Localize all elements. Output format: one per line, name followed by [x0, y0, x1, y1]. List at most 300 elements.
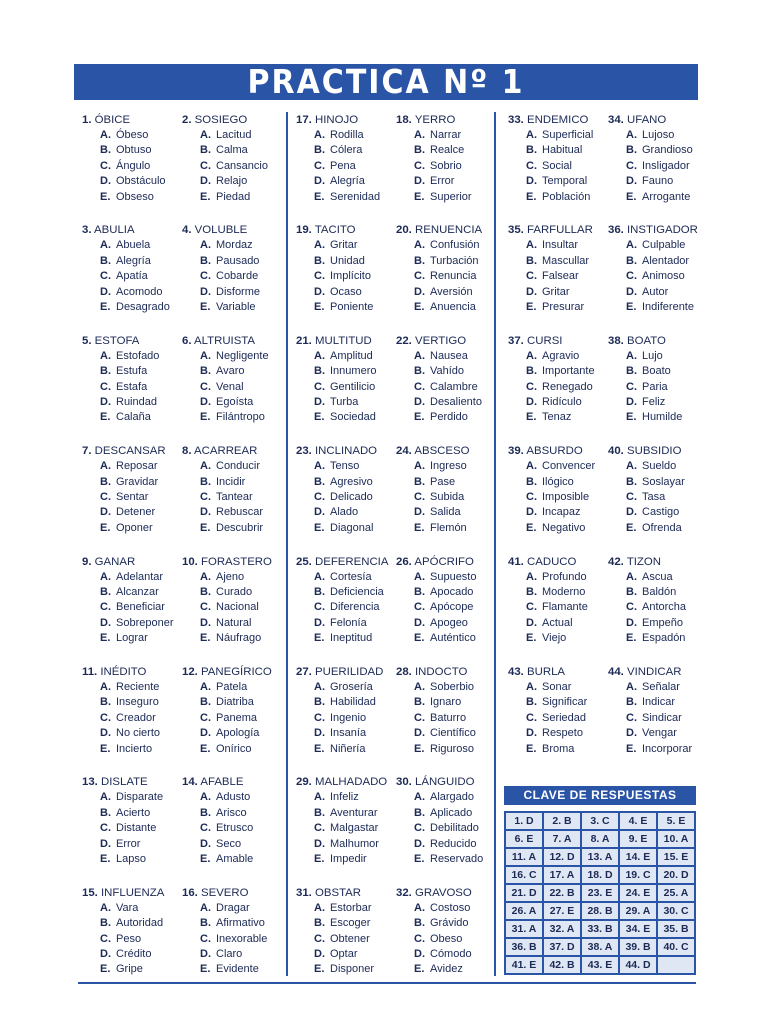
question-number: 18. — [396, 114, 412, 126]
option-item — [296, 726, 396, 741]
option-item — [396, 505, 496, 520]
option-text: Nacional — [216, 601, 259, 614]
option-item — [296, 254, 396, 269]
option-item — [296, 459, 396, 474]
questions-section-3 — [508, 112, 716, 774]
question-block — [396, 774, 496, 884]
option-letter: A. — [314, 460, 325, 473]
option-item — [182, 159, 282, 174]
question-number: 33. — [508, 114, 524, 126]
option-item — [508, 742, 608, 757]
answer-cell: 13. A — [581, 848, 619, 866]
option-text: Delicado — [330, 490, 373, 503]
question-block — [608, 333, 708, 443]
option-item — [182, 585, 282, 600]
option-item — [82, 585, 182, 600]
question-heading — [608, 664, 708, 680]
option-item — [296, 821, 396, 836]
option-item — [396, 742, 496, 757]
question-block — [82, 774, 182, 884]
option-letter: E. — [314, 742, 325, 755]
option-letter: E. — [100, 742, 111, 755]
question-heading — [82, 554, 182, 570]
option-text: Ruindad — [116, 396, 157, 408]
question-row — [508, 333, 716, 443]
answer-cell: 29. A — [619, 902, 657, 920]
option-item — [296, 790, 396, 805]
option-text: Oponer — [116, 521, 153, 534]
option-letter: D. — [626, 285, 637, 298]
option-item — [182, 475, 282, 490]
option-letter: A. — [526, 460, 537, 473]
question-heading — [296, 222, 396, 238]
option-text: Estofado — [116, 349, 160, 362]
option-text: Dragar — [216, 901, 250, 914]
option-letter: C. — [414, 380, 425, 393]
option-item — [396, 711, 496, 726]
option-item — [508, 726, 608, 741]
question-heading — [182, 664, 282, 680]
option-item — [82, 631, 182, 646]
option-item — [608, 742, 708, 757]
option-text: Alentador — [642, 254, 690, 267]
option-item — [296, 711, 396, 726]
option-text: Alargado — [430, 791, 475, 804]
option-text: Autor — [642, 285, 669, 298]
option-letter: C. — [100, 380, 111, 393]
option-item — [82, 726, 182, 741]
option-item — [508, 395, 608, 410]
option-item — [396, 962, 496, 977]
option-letter: E. — [526, 521, 537, 534]
option-letter: D. — [200, 727, 211, 740]
option-item — [396, 364, 496, 379]
option-text: Panema — [216, 711, 257, 724]
question-number: 36. — [608, 224, 624, 237]
option-letter: D. — [526, 396, 537, 408]
option-item — [296, 600, 396, 615]
option-text: Ridículo — [542, 396, 582, 408]
option-letter: B. — [314, 917, 325, 930]
option-letter: D. — [626, 727, 637, 740]
question-heading — [508, 333, 608, 349]
option-item — [608, 285, 708, 300]
option-letter: D. — [100, 506, 111, 519]
option-item — [508, 410, 608, 425]
option-text: Sindicar — [642, 711, 682, 724]
option-letter: A. — [526, 129, 537, 141]
question-number: 8. — [182, 445, 192, 458]
question-block — [396, 443, 496, 553]
question-word: TIZON — [626, 555, 661, 568]
option-item — [508, 695, 608, 710]
option-item — [296, 380, 396, 395]
answer-cell: 35. B — [657, 920, 695, 938]
option-item — [508, 364, 608, 379]
option-text: Importante — [542, 365, 595, 378]
option-letter: E. — [626, 411, 637, 424]
option-text: Debilitado — [430, 822, 479, 835]
option-item — [396, 932, 496, 947]
option-item — [296, 490, 396, 505]
answer-cell: 40. C — [657, 938, 695, 956]
question-block — [508, 333, 608, 443]
option-item — [508, 380, 608, 395]
option-text: Disparate — [116, 791, 164, 804]
option-item — [508, 459, 608, 474]
question-number: 19. — [296, 224, 312, 237]
option-text: Narrar — [430, 129, 462, 141]
option-item — [82, 962, 182, 977]
option-item — [182, 742, 282, 757]
option-text: Alcanzar — [116, 585, 159, 598]
option-item — [82, 395, 182, 410]
answer-cell: 37. D — [543, 938, 581, 956]
option-text: Insanía — [330, 727, 367, 740]
option-text: Superior — [430, 190, 472, 203]
question-block — [396, 885, 496, 995]
option-letter: B. — [626, 254, 637, 267]
option-letter: A. — [626, 570, 637, 583]
option-text: Boato — [642, 365, 671, 378]
option-item — [182, 695, 282, 710]
question-word: SEVERO — [201, 886, 249, 899]
option-text: Lacitud — [216, 129, 252, 141]
option-letter: E. — [626, 301, 637, 314]
option-text: Variable — [216, 301, 256, 314]
option-item — [182, 680, 282, 695]
option-text: Pena — [330, 159, 356, 172]
option-letter: E. — [200, 963, 211, 976]
option-text: Población — [542, 190, 591, 203]
option-letter: A. — [100, 239, 111, 252]
option-text: Tenaz — [542, 411, 572, 424]
option-letter: D. — [414, 506, 425, 519]
option-item — [296, 947, 396, 962]
option-item — [82, 349, 182, 364]
option-text: Onírico — [216, 742, 252, 755]
option-item — [82, 269, 182, 284]
answer-cell: 34. E — [619, 920, 657, 938]
question-heading — [182, 112, 282, 128]
question-word: DESCANSAR — [94, 445, 166, 458]
option-letter: C. — [414, 159, 425, 172]
option-letter: A. — [200, 901, 211, 914]
option-item — [296, 410, 396, 425]
option-letter: E. — [414, 411, 425, 424]
question-word: DISLATE — [101, 776, 148, 789]
option-letter: E. — [526, 301, 537, 314]
option-text: Inexorable — [216, 932, 268, 945]
question-row — [508, 112, 716, 222]
option-letter: C. — [526, 490, 537, 503]
answer-cell: 24. E — [619, 884, 657, 902]
option-letter: E. — [100, 301, 111, 314]
option-text: Reciente — [116, 680, 160, 693]
option-letter: E. — [626, 521, 637, 534]
option-text: Flamante — [542, 601, 588, 614]
option-text: Habilidad — [330, 696, 376, 709]
option-text: Etrusco — [216, 822, 254, 835]
question-word: BURLA — [527, 665, 565, 678]
question-number: 2. — [182, 114, 192, 126]
option-item — [82, 916, 182, 931]
option-text: Amplitud — [330, 349, 373, 362]
question-heading — [508, 222, 608, 238]
option-text: Obtuso — [116, 144, 152, 157]
option-letter: B. — [314, 696, 325, 709]
option-item — [608, 238, 708, 253]
option-item — [182, 174, 282, 189]
question-block — [296, 554, 396, 664]
option-item — [396, 490, 496, 505]
question-word: SOSIEGO — [194, 114, 248, 126]
option-item — [182, 190, 282, 205]
option-text: Felonía — [330, 616, 367, 629]
option-text: Temporal — [542, 175, 588, 188]
question-row — [296, 112, 504, 222]
question-block — [182, 333, 282, 443]
option-text: Deficiencia — [330, 585, 384, 598]
option-letter: D. — [314, 837, 325, 850]
option-item — [82, 680, 182, 695]
question-word: VERTIGO — [415, 334, 467, 347]
option-letter: E. — [526, 742, 537, 755]
option-item — [82, 459, 182, 474]
option-item — [182, 821, 282, 836]
question-number: 31. — [296, 886, 312, 899]
question-word: INCLINADO — [315, 445, 378, 458]
option-text: Desaliento — [430, 396, 482, 408]
option-text: Espadón — [642, 632, 686, 645]
question-word: ENDEMICO — [527, 114, 589, 126]
option-letter: D. — [314, 947, 325, 960]
option-letter: A. — [200, 570, 211, 583]
question-block — [82, 885, 182, 995]
question-number: 6. — [182, 334, 192, 347]
option-letter: E. — [100, 190, 111, 203]
option-item — [182, 726, 282, 741]
question-word: AFABLE — [200, 776, 244, 789]
option-letter: A. — [314, 901, 325, 914]
option-item — [396, 916, 496, 931]
option-letter: C. — [200, 380, 211, 393]
option-letter: B. — [200, 254, 211, 267]
option-letter: D. — [200, 616, 211, 629]
question-heading — [608, 333, 708, 349]
option-text: Renegado — [542, 380, 593, 393]
option-text: Obeso — [430, 932, 463, 945]
option-text: Feliz — [642, 396, 666, 408]
answer-cell: 32. A — [543, 920, 581, 938]
option-letter: C. — [314, 822, 325, 835]
question-block — [82, 112, 182, 222]
option-letter: C. — [314, 270, 325, 283]
question-block — [82, 554, 182, 664]
question-row — [296, 885, 504, 995]
option-text: Gritar — [330, 239, 358, 252]
option-item — [296, 901, 396, 916]
option-item — [296, 742, 396, 757]
question-number: 1. — [82, 114, 92, 126]
question-word: HINOJO — [315, 114, 359, 126]
option-text: Tantear — [216, 490, 253, 503]
option-item — [608, 680, 708, 695]
option-item — [182, 852, 282, 867]
option-letter: B. — [414, 917, 425, 930]
question-heading — [182, 443, 282, 459]
answer-cell: 36. B — [505, 938, 543, 956]
option-item — [608, 600, 708, 615]
option-text: Vahído — [430, 365, 465, 378]
option-item — [396, 349, 496, 364]
question-number: 41. — [508, 555, 524, 568]
option-letter: B. — [526, 696, 537, 709]
option-letter: E. — [414, 852, 425, 865]
option-text: Error — [116, 837, 141, 850]
option-text: Mordaz — [216, 239, 253, 252]
option-text: Crédito — [116, 947, 152, 960]
question-heading — [396, 222, 496, 238]
option-item — [508, 711, 608, 726]
option-text: Nausea — [430, 349, 468, 362]
option-item — [296, 837, 396, 852]
option-letter: B. — [526, 365, 537, 378]
option-text: Amable — [216, 852, 254, 865]
option-text: Castigo — [642, 506, 680, 519]
option-text: Serenidad — [330, 190, 381, 203]
option-letter: E. — [526, 190, 537, 203]
option-text: Ineptitud — [330, 632, 373, 645]
option-letter: D. — [100, 616, 111, 629]
option-text: Actual — [542, 616, 573, 629]
option-item — [508, 600, 608, 615]
option-text: Calaña — [116, 411, 151, 424]
option-letter: C. — [314, 711, 325, 724]
option-item — [82, 947, 182, 962]
option-letter: C. — [414, 490, 425, 503]
question-number: 7. — [82, 445, 92, 458]
option-letter: D. — [626, 506, 637, 519]
option-text: Venal — [216, 380, 244, 393]
option-letter: D. — [526, 616, 537, 629]
option-letter: B. — [200, 696, 211, 709]
option-text: No cierto — [116, 727, 161, 740]
option-letter: B. — [626, 475, 637, 488]
option-letter: A. — [314, 680, 325, 693]
option-text: Conducir — [216, 460, 261, 473]
answer-cell: 20. D — [657, 866, 695, 884]
answer-cell: 2. B — [543, 812, 581, 830]
option-text: Social — [542, 159, 572, 172]
option-item — [82, 143, 182, 158]
question-word: DEFERENCIA — [315, 555, 389, 568]
answer-cell: 41. E — [505, 956, 543, 974]
answer-cell: 19. C — [619, 866, 657, 884]
option-text: Innumero — [330, 365, 377, 378]
option-letter: A. — [200, 349, 211, 362]
option-letter: E. — [414, 521, 425, 534]
option-text: Broma — [542, 742, 575, 755]
option-item — [182, 238, 282, 253]
question-word: GANAR — [94, 555, 136, 568]
question-word: TACITO — [314, 224, 356, 237]
option-letter: A. — [414, 460, 425, 473]
option-item — [396, 128, 496, 143]
option-letter: C. — [414, 822, 425, 835]
option-text: Habitual — [542, 144, 583, 157]
option-item — [396, 190, 496, 205]
option-text: Diagonal — [330, 521, 374, 534]
option-text: Turba — [330, 396, 359, 408]
option-text: Curado — [216, 585, 253, 598]
option-text: Empeño — [642, 616, 683, 629]
answer-cell: 30. C — [657, 902, 695, 920]
option-text: Autoridad — [116, 917, 164, 930]
option-letter: B. — [314, 254, 325, 267]
option-text: Aventurar — [330, 806, 378, 819]
option-text: Vengar — [642, 727, 677, 740]
option-letter: B. — [200, 144, 211, 157]
option-text: Antorcha — [642, 601, 687, 614]
option-text: Egoísta — [216, 396, 254, 408]
option-item — [182, 490, 282, 505]
option-text: Tasa — [642, 490, 666, 503]
option-item — [82, 364, 182, 379]
option-letter: C. — [200, 601, 211, 614]
question-block — [296, 885, 396, 995]
option-letter: E. — [626, 742, 637, 755]
option-text: Apatía — [116, 270, 148, 283]
option-item — [82, 490, 182, 505]
question-number: 44. — [608, 665, 624, 678]
option-item — [296, 364, 396, 379]
answer-cell: 23. E — [581, 884, 619, 902]
question-number: 23. — [296, 445, 312, 458]
option-item — [396, 947, 496, 962]
question-number: 39. — [508, 445, 524, 458]
page-title: PRACTICA Nº 1 — [247, 62, 525, 102]
option-text: Cobarde — [216, 270, 259, 283]
option-item — [82, 901, 182, 916]
option-letter: E. — [314, 521, 325, 534]
question-word: ESTOFA — [94, 334, 140, 347]
option-letter: A. — [414, 570, 425, 583]
answer-cell: 21. D — [505, 884, 543, 902]
option-item — [296, 521, 396, 536]
option-text: Incapaz — [542, 506, 581, 519]
option-letter: D. — [526, 175, 537, 188]
answer-cell: 10. A — [657, 830, 695, 848]
option-item — [82, 300, 182, 315]
question-word: ABULIA — [94, 224, 135, 237]
option-item — [508, 128, 608, 143]
option-text: Obstáculo — [116, 175, 166, 188]
option-text: Apogeo — [430, 616, 468, 629]
option-letter: A. — [314, 791, 325, 804]
option-item — [182, 962, 282, 977]
option-item — [182, 285, 282, 300]
option-text: Ascua — [642, 570, 673, 583]
option-letter: B. — [626, 696, 637, 709]
option-item — [82, 521, 182, 536]
option-letter: E. — [314, 301, 325, 314]
option-text: Culpable — [642, 239, 686, 252]
option-text: Imposible — [542, 490, 590, 503]
question-number: 27. — [296, 665, 312, 678]
question-block — [182, 885, 282, 995]
option-letter: C. — [626, 270, 637, 283]
